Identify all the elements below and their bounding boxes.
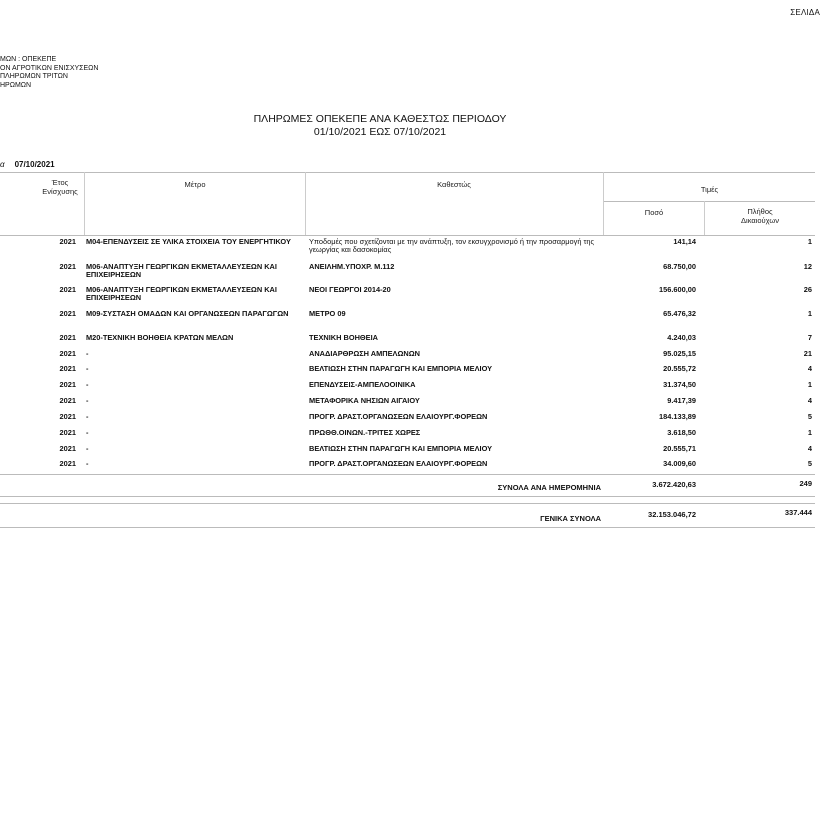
row-measure: Μ20-ΤΕΧΝΙΚΗ ΒΟΗΘΕΙΑ ΚΡΑΤΩΝ ΜΕΛΩΝ [86,333,234,342]
row-measure: - [86,349,89,358]
row-count: 4 [807,364,812,373]
row-amount: 68.750,00 [663,262,696,271]
row-measure: Μ06-ΑΝΑΠΤΥΞΗ ΓΕΩΡΓΙΚΩΝ ΕΚΜΕΤΑΛΛΕΥΣΕΩΝ ΚΑΙ ΕΠΙΧΕΙΡΗΣΕΩΝ [86,285,277,303]
header-status: Καθεστώς [437,180,471,189]
row-count: 5 [807,459,812,468]
row-amount: 34.009,60 [663,459,696,468]
row-count: 1 [807,428,812,437]
row-measure: - [86,364,89,373]
header-bottom-rule [0,235,815,236]
org-line: ΗΡΩΜΩΝ [0,81,32,89]
row-measure: - [86,428,89,437]
row-year: 2021 [59,380,76,389]
row-status: ΠΡΩΘΘ.ΟΙΝΩΝ.-ΤΡΙΤΕΣ ΧΩΡΕΣ [309,428,421,437]
row-count: 4 [807,396,812,405]
row-measure: Μ04-ΕΠΕΝΔΥΣΕΙΣ ΣΕ ΥΛΙΚΑ ΣΤΟΙΧΕΙΑ ΤΟΥ ΕΝΕΡΓΗΤΙΚΟΥ [86,237,291,246]
grand-total-label: ΓΕΝΙΚΑ ΣΥΝΟΛΑ [540,514,601,523]
row-status: ΒΕΛΤΙΩΣΗ ΣΤΗΝ ΠΑΡΑΓΩΓΗ ΚΑΙ ΕΜΠΟΡΙΑ ΜΕΛΙΟΥ [309,444,493,453]
row-count: 21 [803,349,812,358]
org-line: ΟΝ ΑΓΡΟΤΙΚΩΝ ΕΝΙΣΧΥΣΕΩΝ [0,64,99,72]
row-amount: 31.374,50 [663,380,696,389]
row-status: ΑΝΑΔΙΑΡΘΡΩΣΗ ΑΜΠΕΛΩΝΩΝ [309,349,421,358]
row-year: 2021 [59,309,76,318]
row-count: 4 [807,444,812,453]
row-measure: Μ06-ΑΝΑΠΤΥΞΗ ΓΕΩΡΓΙΚΩΝ ΕΚΜΕΤΑΛΛΕΥΣΕΩΝ ΚΑΙ ΕΠΙΧΕΙΡΗΣΕΩΝ [86,262,277,280]
daily-total-label: ΣΥΝΟΛΑ ΑΝΑ ΗΜΕΡΟΜΗΝΙΑ [497,483,601,492]
row-year: 2021 [59,262,76,271]
row-count: 1 [807,380,812,389]
row-measure: - [86,380,89,389]
report-period: 01/10/2021 ΕΩΣ 07/10/2021 [313,125,447,138]
report-title-block [0,113,760,138]
header-values: Τιμές [700,185,719,194]
row-year: 2021 [59,428,76,437]
org-line: ΜΩΝ : ΟΠΕΚΕΠΕ [0,56,57,63]
row-amount: 9.417,39 [667,396,696,405]
header-count: Πλήθος Δικαιούχων [741,207,779,225]
row-status: ΠΡΟΓΡ. ΔΡΑΣΤ.ΟΡΓΑΝΩΣΕΩΝ ΕΛΑΙΟΥΡΓ.ΦΟΡΕΩΝ [309,412,488,421]
grand-total-underline [0,527,815,528]
daily-total-underline [0,496,815,497]
row-measure: - [86,459,89,468]
row-status: ΤΕΧΝΙΚΗ ΒΟΗΘΕΙΑ [309,333,378,342]
row-amount: 184.133,89 [659,412,696,421]
row-year: 2021 [59,459,76,468]
row-amount: 141,14 [673,237,696,246]
column-divider [84,172,85,235]
row-amount: 20.555,72 [663,364,696,373]
daily-total-count: 249 [799,479,812,488]
row-amount: 3.618,50 [667,428,696,437]
row-year: 2021 [59,396,76,405]
row-measure: Μ09-ΣΥΣΤΑΣΗ ΟΜΑΔΩΝ ΚΑΙ ΟΡΓΑΝΩΣΕΩΝ ΠΑΡΑΓΩΓΩΝ [86,309,289,318]
row-year: 2021 [59,349,76,358]
organization-header [0,56,98,90]
row-count: 1 [807,237,812,246]
org-line: ΠΛΗΡΩΜΩΝ ΤΡΙΤΩΝ [0,73,68,81]
row-amount: 4.240,03 [667,333,696,342]
row-measure: - [86,396,89,405]
row-status: ΜΕΤΑΦΟΡΙΚΑ ΝΗΣΙΩΝ ΑΙΓΑΙΟΥ [309,396,420,405]
row-status: ΝΕΟΙ ΓΕΩΡΓΟΙ 2014-20 [309,285,391,294]
row-year: 2021 [59,237,76,246]
row-status: ΠΡΟΓΡ. ΔΡΑΣΤ.ΟΡΓΑΝΩΣΕΩΝ ΕΛΑΙΟΥΡΓ.ΦΟΡΕΩΝ [309,459,488,468]
grand-total-count: 337.444 [784,508,812,517]
date-value: 07/10/2021 [14,160,55,169]
row-status: ΕΠΕΝΔΥΣΕΙΣ-ΑΜΠΕΛΟΟΙΝΙΚΑ [309,380,416,389]
row-status: Υποδομές που σχετίζονται με την ανάπτυξη, τον εκσυγχρονισμό ή την προσαρμογή της γεωργίας και δασοκομίας [309,237,595,255]
date-line [0,160,55,169]
row-status: ΑΝΕΙΛΗΜ.ΥΠΟΧΡ. Μ.112 [309,262,395,271]
daily-total-amount: 3.672.420,63 [652,480,696,489]
row-amount: 20.555,71 [663,444,696,453]
date-label: α [0,160,5,169]
row-measure: - [86,412,89,421]
grand-total-rule [0,503,815,504]
header-amount: Ποσό [644,208,664,217]
row-year: 2021 [59,333,76,342]
row-year: 2021 [59,412,76,421]
row-year: 2021 [59,285,76,294]
row-status: ΜΕΤΡΟ 09 [309,309,346,318]
page-label: ΣΕΛΙΔΑ [790,8,820,17]
row-year: 2021 [59,364,76,373]
row-count: 1 [807,309,812,318]
row-status: ΒΕΛΤΙΩΣΗ ΣΤΗΝ ΠΑΡΑΓΩΓΗ ΚΑΙ ΕΜΠΟΡΙΑ ΜΕΛΙΟΥ [309,364,493,373]
row-measure: - [86,444,89,453]
row-year: 2021 [59,444,76,453]
row-amount: 156.600,00 [659,285,696,294]
row-count: 26 [803,285,812,294]
daily-total-rule [0,474,815,475]
header-year: Έτος Ενίσχυσης [42,178,78,196]
column-divider [704,201,705,235]
report-title: ΠΛΗΡΩΜΕΣ ΟΠΕΚΕΠΕ ΑΝΑ ΚΑΘΕΣΤΩΣ ΠΕΡΙΟΔΟΥ [253,113,507,125]
row-amount: 95.025,15 [663,349,696,358]
row-count: 5 [807,412,812,421]
row-amount: 65.476,32 [663,309,696,318]
row-count: 12 [803,262,812,271]
header-measure: Μέτρο [184,180,206,189]
column-divider [603,172,604,235]
grand-total-amount: 32.153.046,72 [648,510,696,519]
table-top-rule [0,172,815,173]
values-sub-rule [604,201,815,202]
row-count: 7 [807,333,812,342]
